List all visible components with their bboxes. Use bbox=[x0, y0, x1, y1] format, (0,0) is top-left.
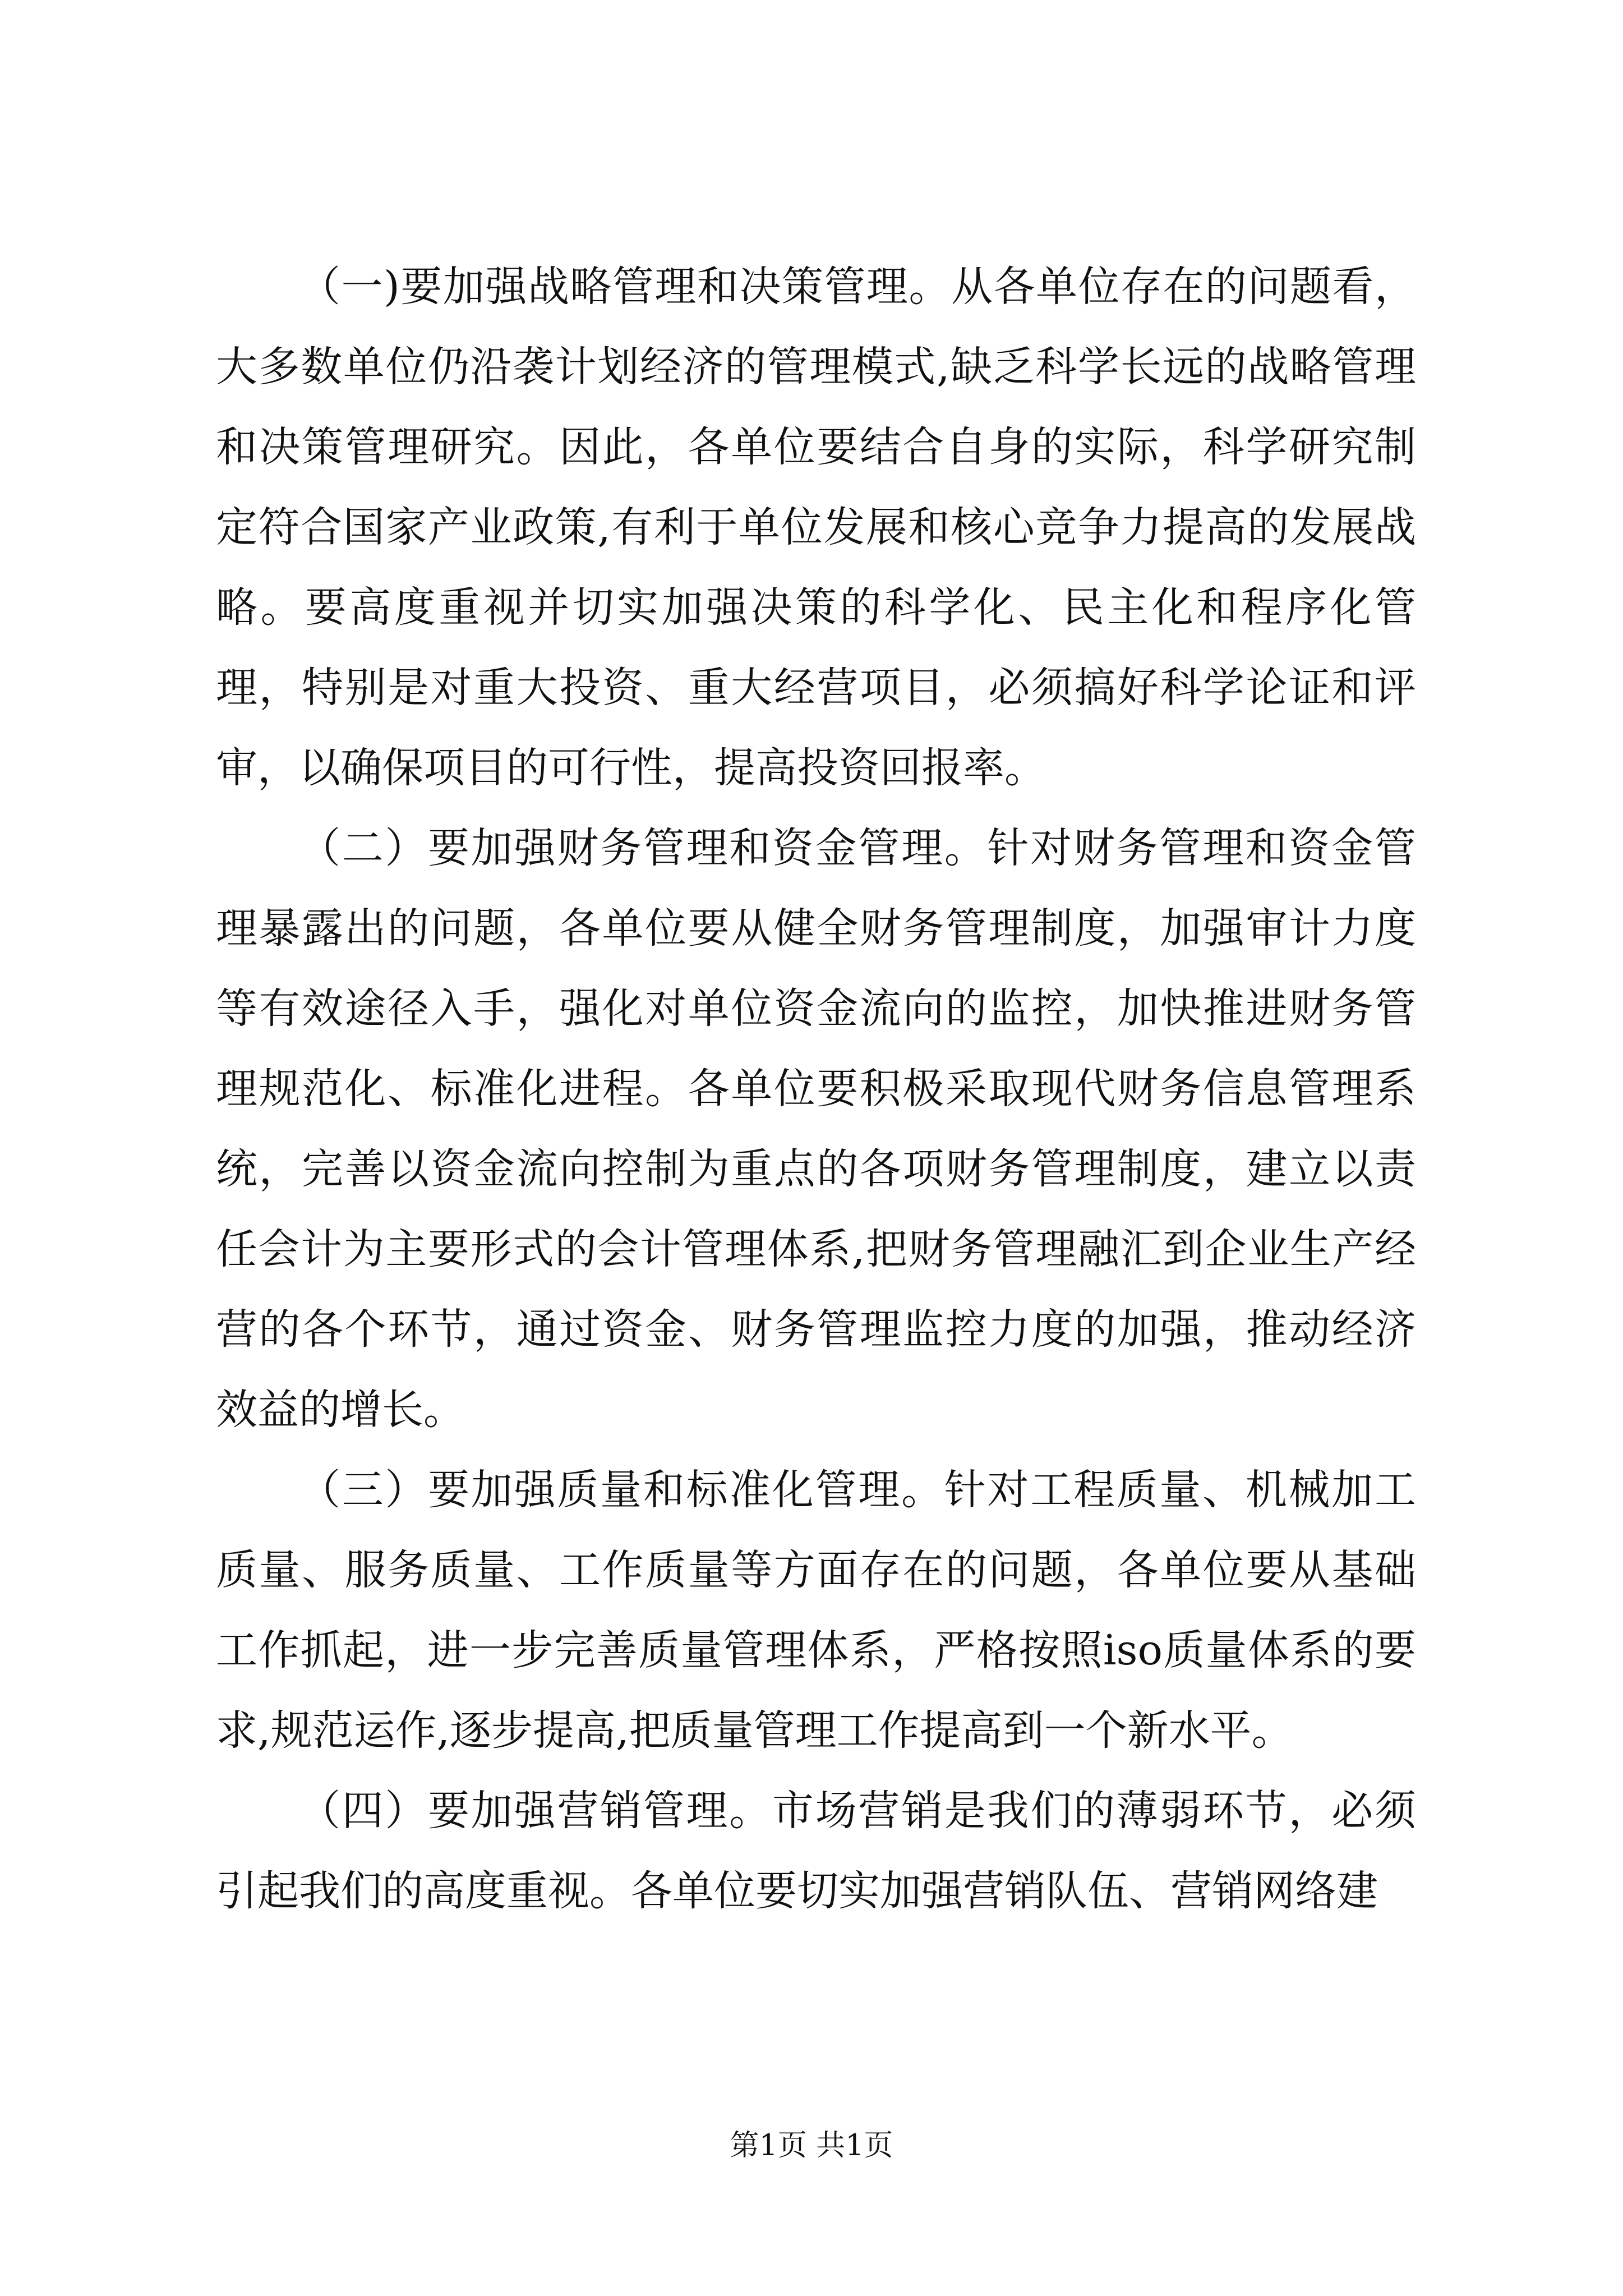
paragraph-4: （四）要加强营销管理。市场营销是我们的薄弱环节，必须引起我们的高度重视。各单位要切实加强营销队伍、营销网络建 bbox=[216, 1787, 1416, 1915]
paragraph-1: （一)要加强战略管理和决策管理。从各单位存在的问题看，大多数单位仍沿袭计划经济的管理模式,缺乏科学长远的战略管理和决策管理研究。因此，各单位要结合自身的实际，科学研究制定符合国家产业政策,有利于单位发展和核心竞争力提高的发展战略。要高度重视并切实加强决策的科学化、民主化和程序化管理，特别是对重大投资、重大经营项目，必须搞好科学论证和评审，以确保项目的可行性，提高投资回报率。 bbox=[216, 263, 1416, 792]
document-body bbox=[216, 247, 1416, 1931]
page-footer: 第1页 共1页 bbox=[730, 2129, 893, 2162]
paragraph-2: （二）要加强财务管理和资金管理。针对财务管理和资金管理暴露出的问题，各单位要从健全财务管理制度，加强审计力度等有效途径入手，强化对单位资金流向的监控，加快推进财务管理规范化、标准化进程。各单位要积极采取现代财务信息管理系统，完善以资金流向控制为重点的各项财务管理制度，建立以责任会计为主要形式的会计管理体系,把财务管理融汇到企业生产经营的各个环节，通过资金、财务管理监控力度的加强，推动经济效益的增长。 bbox=[216, 824, 1416, 1434]
paragraph-3: （三）要加强质量和标准化管理。针对工程质量、机械加工质量、服务质量、工作质量等方面存在的问题，各单位要从基础工作抓起，进一步完善质量管理体系，严格按照iso质量体系的要求,规范运作,逐步提高,把质量管理工作提高到一个新水平。 bbox=[216, 1466, 1416, 1755]
